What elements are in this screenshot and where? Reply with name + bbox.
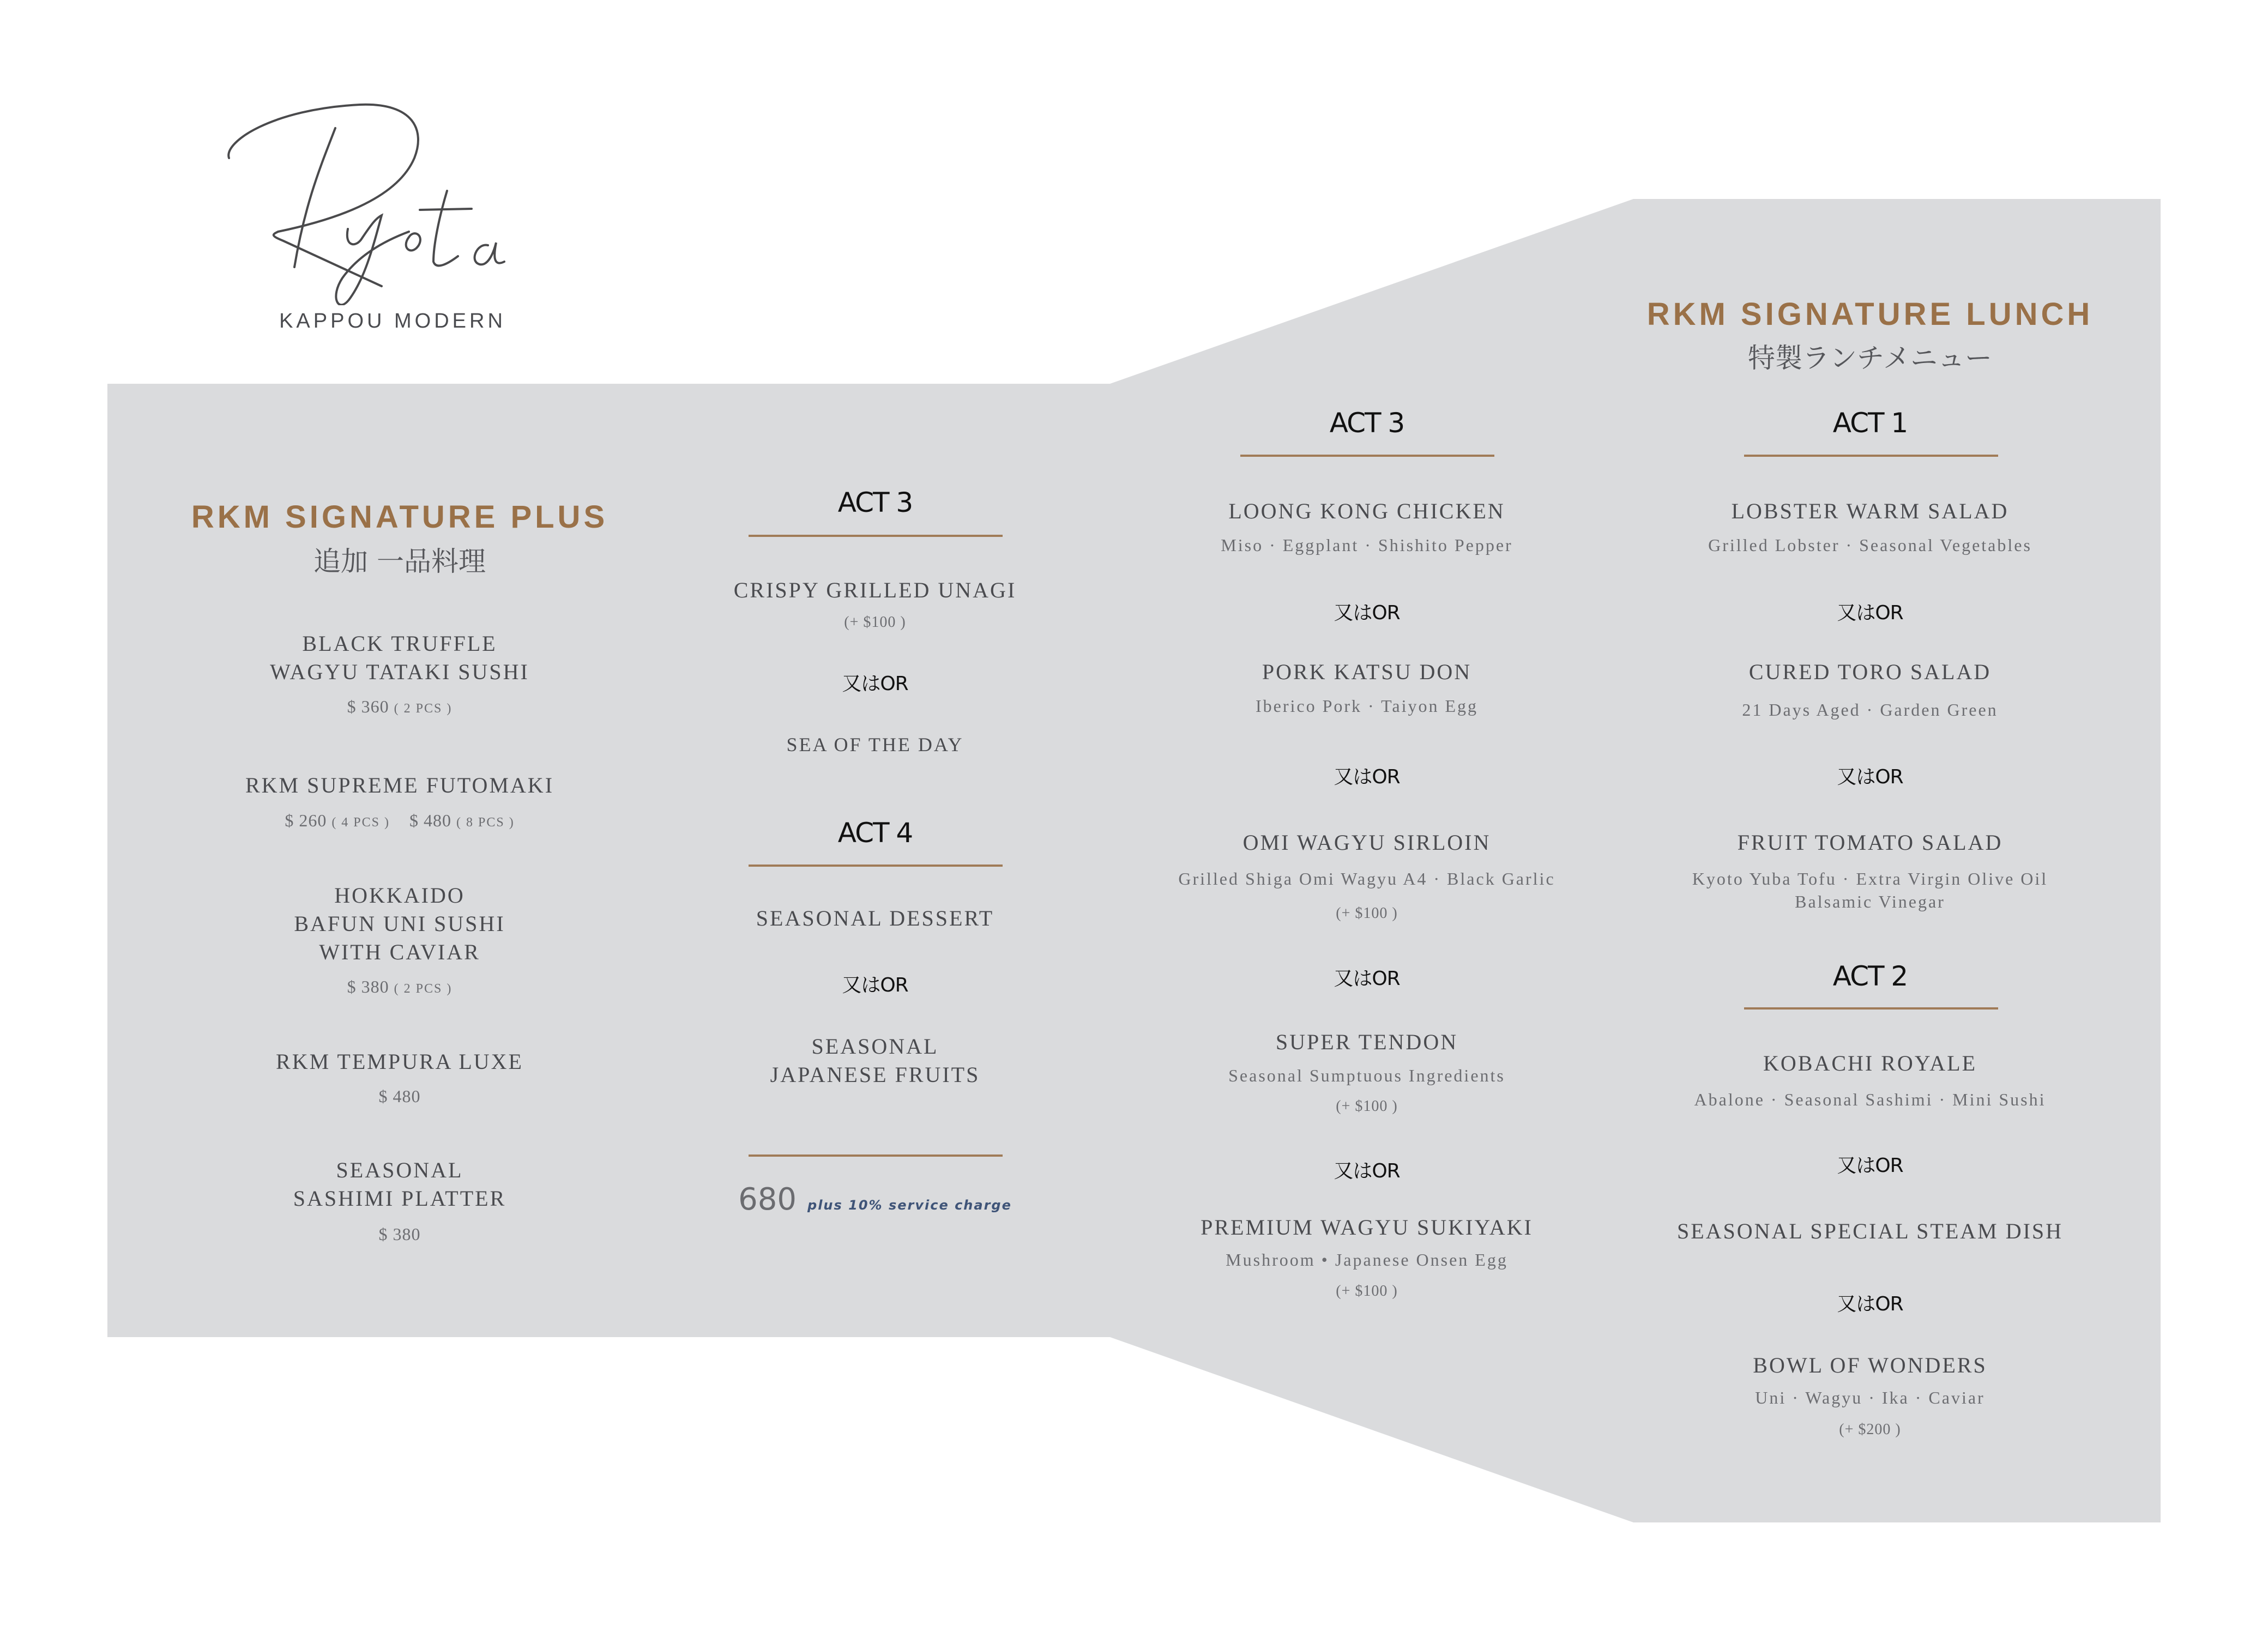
set-price-value: 680 — [738, 1182, 797, 1217]
divider-rule — [1744, 1007, 1998, 1010]
menu-item — [293, 1156, 506, 1213]
dish-name-line: RKM TEMPURA LUXE — [276, 1049, 523, 1074]
price-qty: ( 2 PCS ) — [394, 982, 453, 996]
price-value: $ 380 — [347, 977, 389, 996]
dish-name: FRUIT TOMATO SALAD — [1737, 830, 2003, 855]
act-heading: ACT 3 — [1329, 407, 1404, 439]
or-separator: 又はOR — [842, 974, 908, 996]
divider-rule — [749, 535, 1003, 537]
dish-name-line: HOKKAIDO — [334, 883, 465, 908]
dish-name-line: JAPANESE FRUITS — [770, 1062, 980, 1087]
or-separator: 又はOR — [1837, 766, 1903, 788]
divider-rule — [1240, 455, 1494, 457]
set-price — [738, 1182, 1012, 1217]
or-separator: 又はOR — [842, 673, 908, 695]
dish-name: LOBSTER WARM SALAD — [1731, 499, 2009, 523]
price-value: $ 480 — [378, 1086, 421, 1106]
dish-name: KOBACHI ROYALE — [1763, 1051, 1977, 1075]
menu-item — [294, 881, 505, 966]
act-heading: ACT 1 — [1832, 407, 1908, 439]
price-value: $ 380 — [378, 1224, 421, 1244]
dish-supplement: (+ $100 ) — [1336, 1283, 1398, 1299]
menu-item — [276, 1048, 523, 1076]
dish-name-line: RKM SUPREME FUTOMAKI — [245, 773, 554, 797]
dish-name: LOONG KONG CHICKEN — [1228, 499, 1505, 523]
dish-name-line: WAGYU TATAKI SUSHI — [270, 660, 529, 684]
menu-item — [245, 771, 554, 800]
dish-name: SEA OF THE DAY — [786, 734, 964, 755]
dish-name-line: WITH CAVIAR — [319, 940, 480, 964]
dish-supplement: (+ $100 ) — [844, 614, 906, 631]
dish-price — [347, 977, 453, 997]
or-separator: 又はOR — [1837, 1293, 1903, 1315]
dish-description: Uni · Wagyu · Ika · Caviar — [1755, 1388, 1985, 1407]
price-value: $ 260 — [285, 811, 327, 830]
dish-description: Mushroom • Japanese Onsen Egg — [1226, 1250, 1508, 1270]
or-separator: 又はOR — [1334, 968, 1400, 990]
act-heading: ACT 4 — [837, 817, 913, 849]
dish-name-line: BLACK TRUFFLE — [302, 631, 497, 656]
dish-name: SUPER TENDON — [1275, 1030, 1458, 1054]
signature-lunch-title: RKM SIGNATURE LUNCH — [1646, 297, 2094, 332]
dish-name-line: SEASONAL — [811, 1034, 939, 1059]
dish-price — [379, 1224, 421, 1244]
signature-plus-title-jp: 追加 一品料理 — [313, 546, 486, 577]
price-value: $ 480 — [409, 811, 451, 830]
service-charge-note: plus 10% service charge — [807, 1198, 1012, 1213]
dish-name: PREMIUM WAGYU SUKIYAKI — [1201, 1215, 1533, 1240]
dish-name-line: SEASONAL — [336, 1158, 463, 1182]
dish-name: CRISPY GRILLED UNAGI — [733, 578, 1017, 602]
menu-item — [270, 630, 529, 686]
price-qty: ( 4 PCS ) — [331, 815, 390, 830]
or-separator: 又はOR — [1334, 766, 1400, 788]
dish-name-line: BAFUN UNI SUSHI — [294, 911, 505, 936]
dish-description: Balsamic Vinegar — [1795, 892, 1945, 911]
or-separator: 又はOR — [1837, 602, 1903, 624]
dish-description: Seasonal Sumptuous Ingredients — [1228, 1066, 1505, 1085]
or-separator: 又はOR — [1837, 1155, 1903, 1177]
or-separator: 又はOR — [1334, 1160, 1400, 1182]
dish-supplement: (+ $100 ) — [1336, 905, 1398, 922]
dish-description: Iberico Pork · Taiyon Egg — [1255, 696, 1479, 716]
dish-supplement: (+ $100 ) — [1336, 1098, 1398, 1115]
dish-name: SEASONAL SPECIAL STEAM DISH — [1676, 1219, 2064, 1243]
ryota-logo-icon — [218, 98, 556, 305]
dish-price — [379, 1086, 421, 1107]
menu-item — [770, 1032, 980, 1089]
dish-price — [347, 697, 453, 717]
dish-supplement: (+ $200 ) — [1839, 1421, 1901, 1438]
act-heading: ACT 3 — [837, 487, 913, 518]
brand-subtitle: KAPPOU MODERN — [279, 310, 506, 333]
dish-description: Kyoto Yuba Tofu · Extra Virgin Olive Oil — [1692, 869, 2048, 888]
dish-name: PORK KATSU DON — [1262, 660, 1472, 684]
act-heading: ACT 2 — [1832, 960, 1908, 992]
dish-name: SEASONAL DESSERT — [756, 906, 994, 930]
dish-name-line: SASHIMI PLATTER — [293, 1186, 506, 1211]
dish-description: Grilled Lobster · Seasonal Vegetables — [1708, 535, 2032, 555]
divider-rule — [1744, 455, 1998, 457]
dish-description: Abalone · Seasonal Sashimi · Mini Sushi — [1694, 1090, 2046, 1109]
signature-lunch-title-jp: 特製ランチメニュー — [1748, 342, 1992, 374]
divider-rule — [749, 865, 1003, 867]
price-qty: ( 8 PCS ) — [456, 815, 515, 830]
dish-description: Miso · Eggplant · Shishito Pepper — [1221, 535, 1513, 555]
dish-name: OMI WAGYU SIRLOIN — [1242, 830, 1491, 855]
divider-rule — [749, 1155, 1003, 1157]
dish-price — [285, 811, 514, 831]
price-qty: ( 2 PCS ) — [394, 702, 453, 716]
or-separator: 又はOR — [1334, 602, 1400, 624]
dish-description: Grilled Shiga Omi Wagyu A4 · Black Garlic — [1178, 869, 1555, 888]
price-value: $ 360 — [347, 697, 389, 716]
dish-name: CURED TORO SALAD — [1748, 660, 1992, 684]
dish-name: BOWL OF WONDERS — [1753, 1353, 1987, 1377]
signature-plus-title: RKM SIGNATURE PLUS — [191, 499, 608, 535]
dish-description: 21 Days Aged · Garden Green — [1742, 700, 1998, 720]
